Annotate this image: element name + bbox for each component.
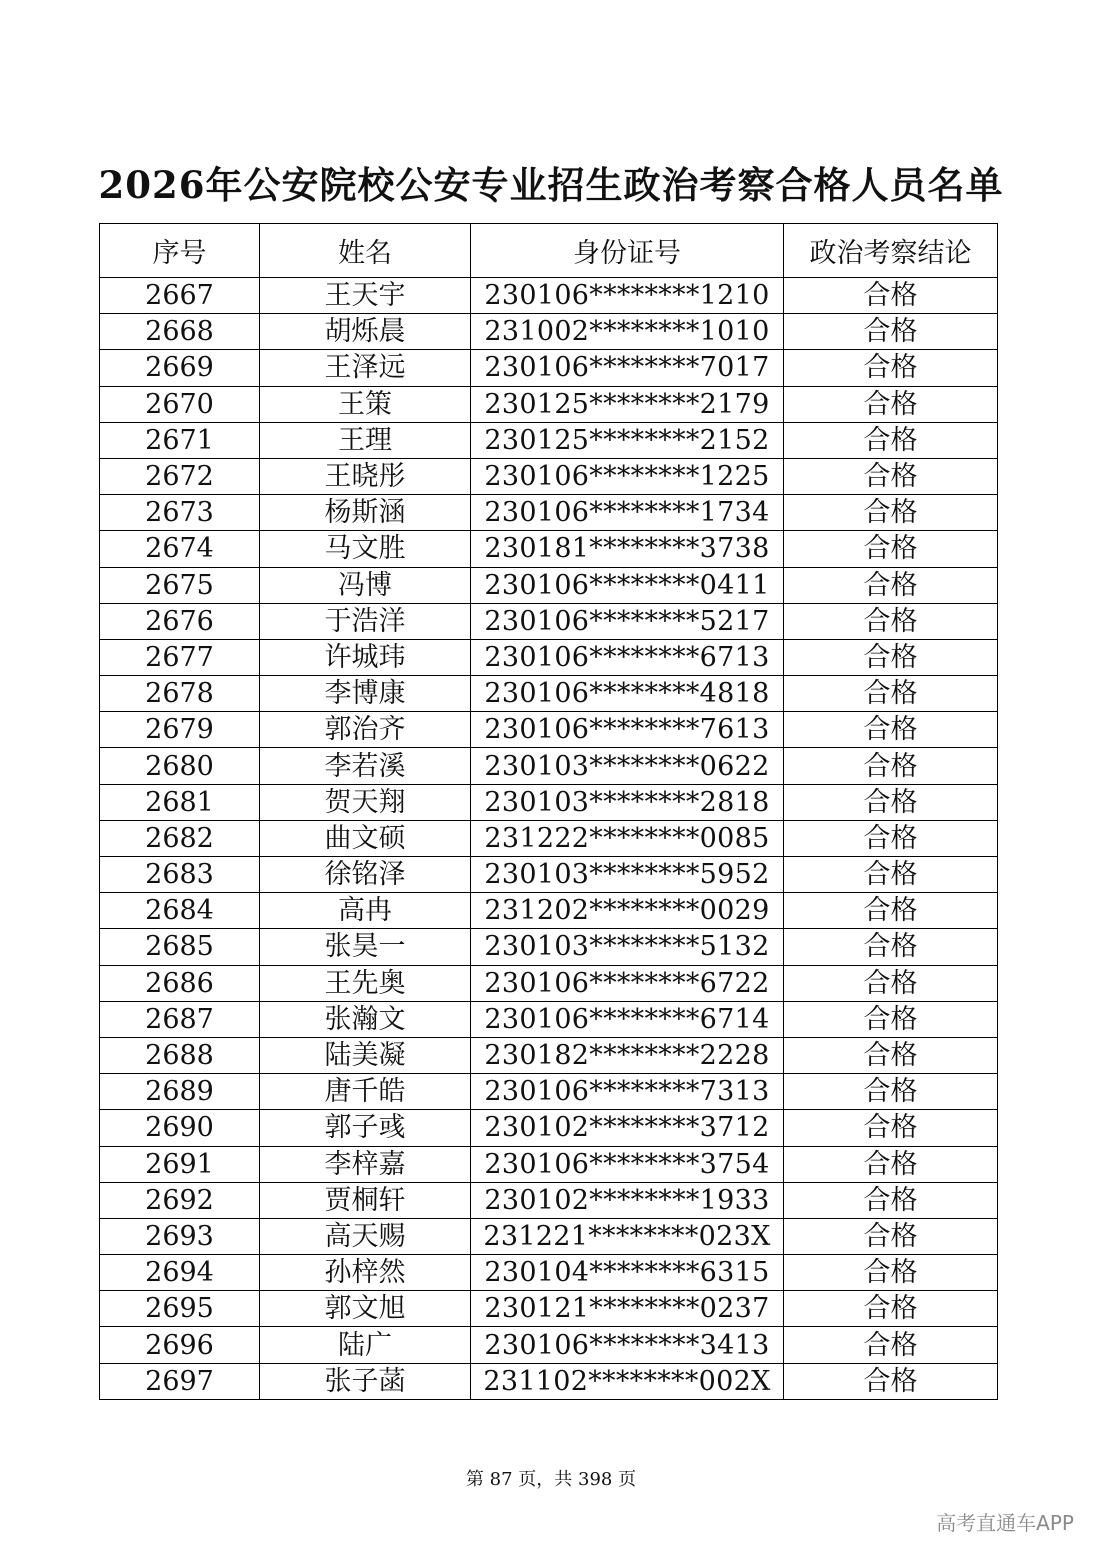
table-row xyxy=(100,820,998,856)
cell-conclusion: 合格 xyxy=(784,386,998,422)
page-number: 第 87 页，共 398 页 xyxy=(465,1469,637,1490)
cell-conclusion: 合格 xyxy=(784,929,998,965)
cell-seq: 2695 xyxy=(100,1291,260,1327)
cell-name: 冯博 xyxy=(260,567,471,603)
cell-name: 王理 xyxy=(260,422,471,458)
cell-id-number: 230106********5217 xyxy=(471,603,784,639)
cell-seq: 2693 xyxy=(100,1218,260,1254)
cell-seq: 2681 xyxy=(100,784,260,820)
cell-name: 王先奥 xyxy=(260,965,471,1001)
page-title: 2026年公安院校公安专业招生政治考察合格人员名单 xyxy=(98,163,1004,207)
cell-name: 张瀚文 xyxy=(260,1001,471,1037)
cell-seq: 2673 xyxy=(100,495,260,531)
table-row xyxy=(100,712,998,748)
cell-name: 杨斯涵 xyxy=(260,495,471,531)
cell-name: 李梓嘉 xyxy=(260,1146,471,1182)
cell-seq: 2692 xyxy=(100,1182,260,1218)
cell-conclusion: 合格 xyxy=(784,1074,998,1110)
cell-seq: 2667 xyxy=(100,278,260,314)
cell-id-number: 230103********2818 xyxy=(471,784,784,820)
cell-name: 徐铭泽 xyxy=(260,857,471,893)
cell-seq: 2676 xyxy=(100,603,260,639)
cell-seq: 2697 xyxy=(100,1363,260,1399)
cell-conclusion: 合格 xyxy=(784,639,998,675)
cell-conclusion: 合格 xyxy=(784,784,998,820)
cell-conclusion: 合格 xyxy=(784,1255,998,1291)
cell-seq: 2683 xyxy=(100,857,260,893)
cell-id-number: 230106********1734 xyxy=(471,495,784,531)
table-row xyxy=(100,1182,998,1218)
cell-seq: 2674 xyxy=(100,531,260,567)
cell-id-number: 231222********0085 xyxy=(471,820,784,856)
cell-id-number: 230106********6714 xyxy=(471,1001,784,1037)
cell-conclusion: 合格 xyxy=(784,1001,998,1037)
cell-conclusion: 合格 xyxy=(784,1291,998,1327)
table-row xyxy=(100,1291,998,1327)
cell-seq: 2686 xyxy=(100,965,260,1001)
table-row xyxy=(100,1001,998,1037)
cell-conclusion: 合格 xyxy=(784,1327,998,1363)
cell-conclusion: 合格 xyxy=(784,567,998,603)
cell-id-number: 230106********1225 xyxy=(471,458,784,494)
table-header-row xyxy=(100,224,998,278)
cell-seq: 2668 xyxy=(100,314,260,350)
cell-id-number: 230103********5132 xyxy=(471,929,784,965)
cell-id-number: 230106********3413 xyxy=(471,1327,784,1363)
cell-id-number: 231221********023X xyxy=(471,1218,784,1254)
cell-name: 陆美凝 xyxy=(260,1037,471,1073)
cell-conclusion: 合格 xyxy=(784,422,998,458)
cell-name: 高冉 xyxy=(260,893,471,929)
cell-conclusion: 合格 xyxy=(784,495,998,531)
cell-seq: 2670 xyxy=(100,386,260,422)
cell-conclusion: 合格 xyxy=(784,820,998,856)
cell-name: 马文胜 xyxy=(260,531,471,567)
cell-name: 郭治齐 xyxy=(260,712,471,748)
cell-id-number: 230125********2179 xyxy=(471,386,784,422)
table-row xyxy=(100,965,998,1001)
cell-name: 王泽远 xyxy=(260,350,471,386)
cell-name: 许城玮 xyxy=(260,639,471,675)
cell-seq: 2671 xyxy=(100,422,260,458)
table-row xyxy=(100,458,998,494)
cell-seq: 2682 xyxy=(100,820,260,856)
cell-id-number: 231002********1010 xyxy=(471,314,784,350)
table-row xyxy=(100,1327,998,1363)
table-row xyxy=(100,567,998,603)
table-row xyxy=(100,1110,998,1146)
cell-name: 贺天翔 xyxy=(260,784,471,820)
cell-seq: 2694 xyxy=(100,1255,260,1291)
cell-name: 唐千皓 xyxy=(260,1074,471,1110)
table-row xyxy=(100,639,998,675)
cell-name: 胡烁晨 xyxy=(260,314,471,350)
cell-id-number: 230181********3738 xyxy=(471,531,784,567)
cell-id-number: 230106********0411 xyxy=(471,567,784,603)
cell-conclusion: 合格 xyxy=(784,603,998,639)
cell-seq: 2669 xyxy=(100,350,260,386)
cell-id-number: 230103********0622 xyxy=(471,748,784,784)
cell-name: 李若溪 xyxy=(260,748,471,784)
table-row xyxy=(100,531,998,567)
cell-conclusion: 合格 xyxy=(784,458,998,494)
cell-conclusion: 合格 xyxy=(784,350,998,386)
header-name: 姓名 xyxy=(260,224,471,278)
cell-conclusion: 合格 xyxy=(784,712,998,748)
cell-id-number: 230106********1210 xyxy=(471,278,784,314)
cell-name: 郭子彧 xyxy=(260,1110,471,1146)
cell-name: 于浩洋 xyxy=(260,603,471,639)
header-conclusion: 政治考察结论 xyxy=(784,224,998,278)
cell-name: 张昊一 xyxy=(260,929,471,965)
table-row xyxy=(100,784,998,820)
cell-conclusion: 合格 xyxy=(784,314,998,350)
cell-seq: 2688 xyxy=(100,1037,260,1073)
cell-conclusion: 合格 xyxy=(784,857,998,893)
cell-conclusion: 合格 xyxy=(784,1110,998,1146)
cell-id-number: 230106********3754 xyxy=(471,1146,784,1182)
cell-name: 张子菡 xyxy=(260,1363,471,1399)
cell-conclusion: 合格 xyxy=(784,531,998,567)
cell-name: 孙梓然 xyxy=(260,1255,471,1291)
cell-name: 陆广 xyxy=(260,1327,471,1363)
cell-seq: 2687 xyxy=(100,1001,260,1037)
table-row xyxy=(100,422,998,458)
table-row xyxy=(100,495,998,531)
cell-id-number: 230106********7613 xyxy=(471,712,784,748)
table-row xyxy=(100,386,998,422)
cell-conclusion: 合格 xyxy=(784,278,998,314)
cell-conclusion: 合格 xyxy=(784,1218,998,1254)
cell-name: 贾桐轩 xyxy=(260,1182,471,1218)
table-row xyxy=(100,603,998,639)
watermark: 高考直通车APP xyxy=(936,1511,1074,1535)
cell-name: 王天宇 xyxy=(260,278,471,314)
cell-conclusion: 合格 xyxy=(784,1182,998,1218)
cell-id-number: 230106********6722 xyxy=(471,965,784,1001)
cell-seq: 2677 xyxy=(100,639,260,675)
table-row xyxy=(100,314,998,350)
cell-id-number: 231202********0029 xyxy=(471,893,784,929)
cell-seq: 2675 xyxy=(100,567,260,603)
cell-id-number: 230106********7313 xyxy=(471,1074,784,1110)
cell-seq: 2684 xyxy=(100,893,260,929)
cell-seq: 2678 xyxy=(100,676,260,712)
cell-id-number: 230102********3712 xyxy=(471,1110,784,1146)
cell-id-number: 230125********2152 xyxy=(471,422,784,458)
cell-id-number: 230103********5952 xyxy=(471,857,784,893)
cell-id-number: 231102********002X xyxy=(471,1363,784,1399)
cell-seq: 2679 xyxy=(100,712,260,748)
cell-seq: 2685 xyxy=(100,929,260,965)
table-row xyxy=(100,1146,998,1182)
table-row xyxy=(100,1363,998,1399)
table-body xyxy=(100,278,998,1400)
cell-id-number: 230102********1933 xyxy=(471,1182,784,1218)
cell-name: 李博康 xyxy=(260,676,471,712)
cell-seq: 2680 xyxy=(100,748,260,784)
table-row xyxy=(100,748,998,784)
cell-name: 郭文旭 xyxy=(260,1291,471,1327)
cell-conclusion: 合格 xyxy=(784,1146,998,1182)
cell-seq: 2691 xyxy=(100,1146,260,1182)
cell-name: 曲文硕 xyxy=(260,820,471,856)
cell-name: 高天赐 xyxy=(260,1218,471,1254)
table-row xyxy=(100,1218,998,1254)
cell-conclusion: 合格 xyxy=(784,748,998,784)
cell-seq: 2696 xyxy=(100,1327,260,1363)
cell-seq: 2690 xyxy=(100,1110,260,1146)
cell-conclusion: 合格 xyxy=(784,1037,998,1073)
table-row xyxy=(100,1074,998,1110)
table-row xyxy=(100,857,998,893)
cell-id-number: 230106********4818 xyxy=(471,676,784,712)
cell-id-number: 230106********7017 xyxy=(471,350,784,386)
cell-conclusion: 合格 xyxy=(784,893,998,929)
cell-id-number: 230106********6713 xyxy=(471,639,784,675)
cell-seq: 2689 xyxy=(100,1074,260,1110)
header-seq: 序号 xyxy=(100,224,260,278)
table-row xyxy=(100,350,998,386)
cell-conclusion: 合格 xyxy=(784,965,998,1001)
roster-table xyxy=(99,223,998,1400)
table-row xyxy=(100,929,998,965)
cell-conclusion: 合格 xyxy=(784,1363,998,1399)
cell-id-number: 230182********2228 xyxy=(471,1037,784,1073)
table-row xyxy=(100,1255,998,1291)
cell-conclusion: 合格 xyxy=(784,676,998,712)
table-row xyxy=(100,1037,998,1073)
table-row xyxy=(100,278,998,314)
cell-id-number: 230104********6315 xyxy=(471,1255,784,1291)
cell-seq: 2672 xyxy=(100,458,260,494)
cell-name: 王策 xyxy=(260,386,471,422)
table-row xyxy=(100,893,998,929)
table-row xyxy=(100,676,998,712)
cell-name: 王晓彤 xyxy=(260,458,471,494)
cell-id-number: 230121********0237 xyxy=(471,1291,784,1327)
header-id-number: 身份证号 xyxy=(471,224,784,278)
